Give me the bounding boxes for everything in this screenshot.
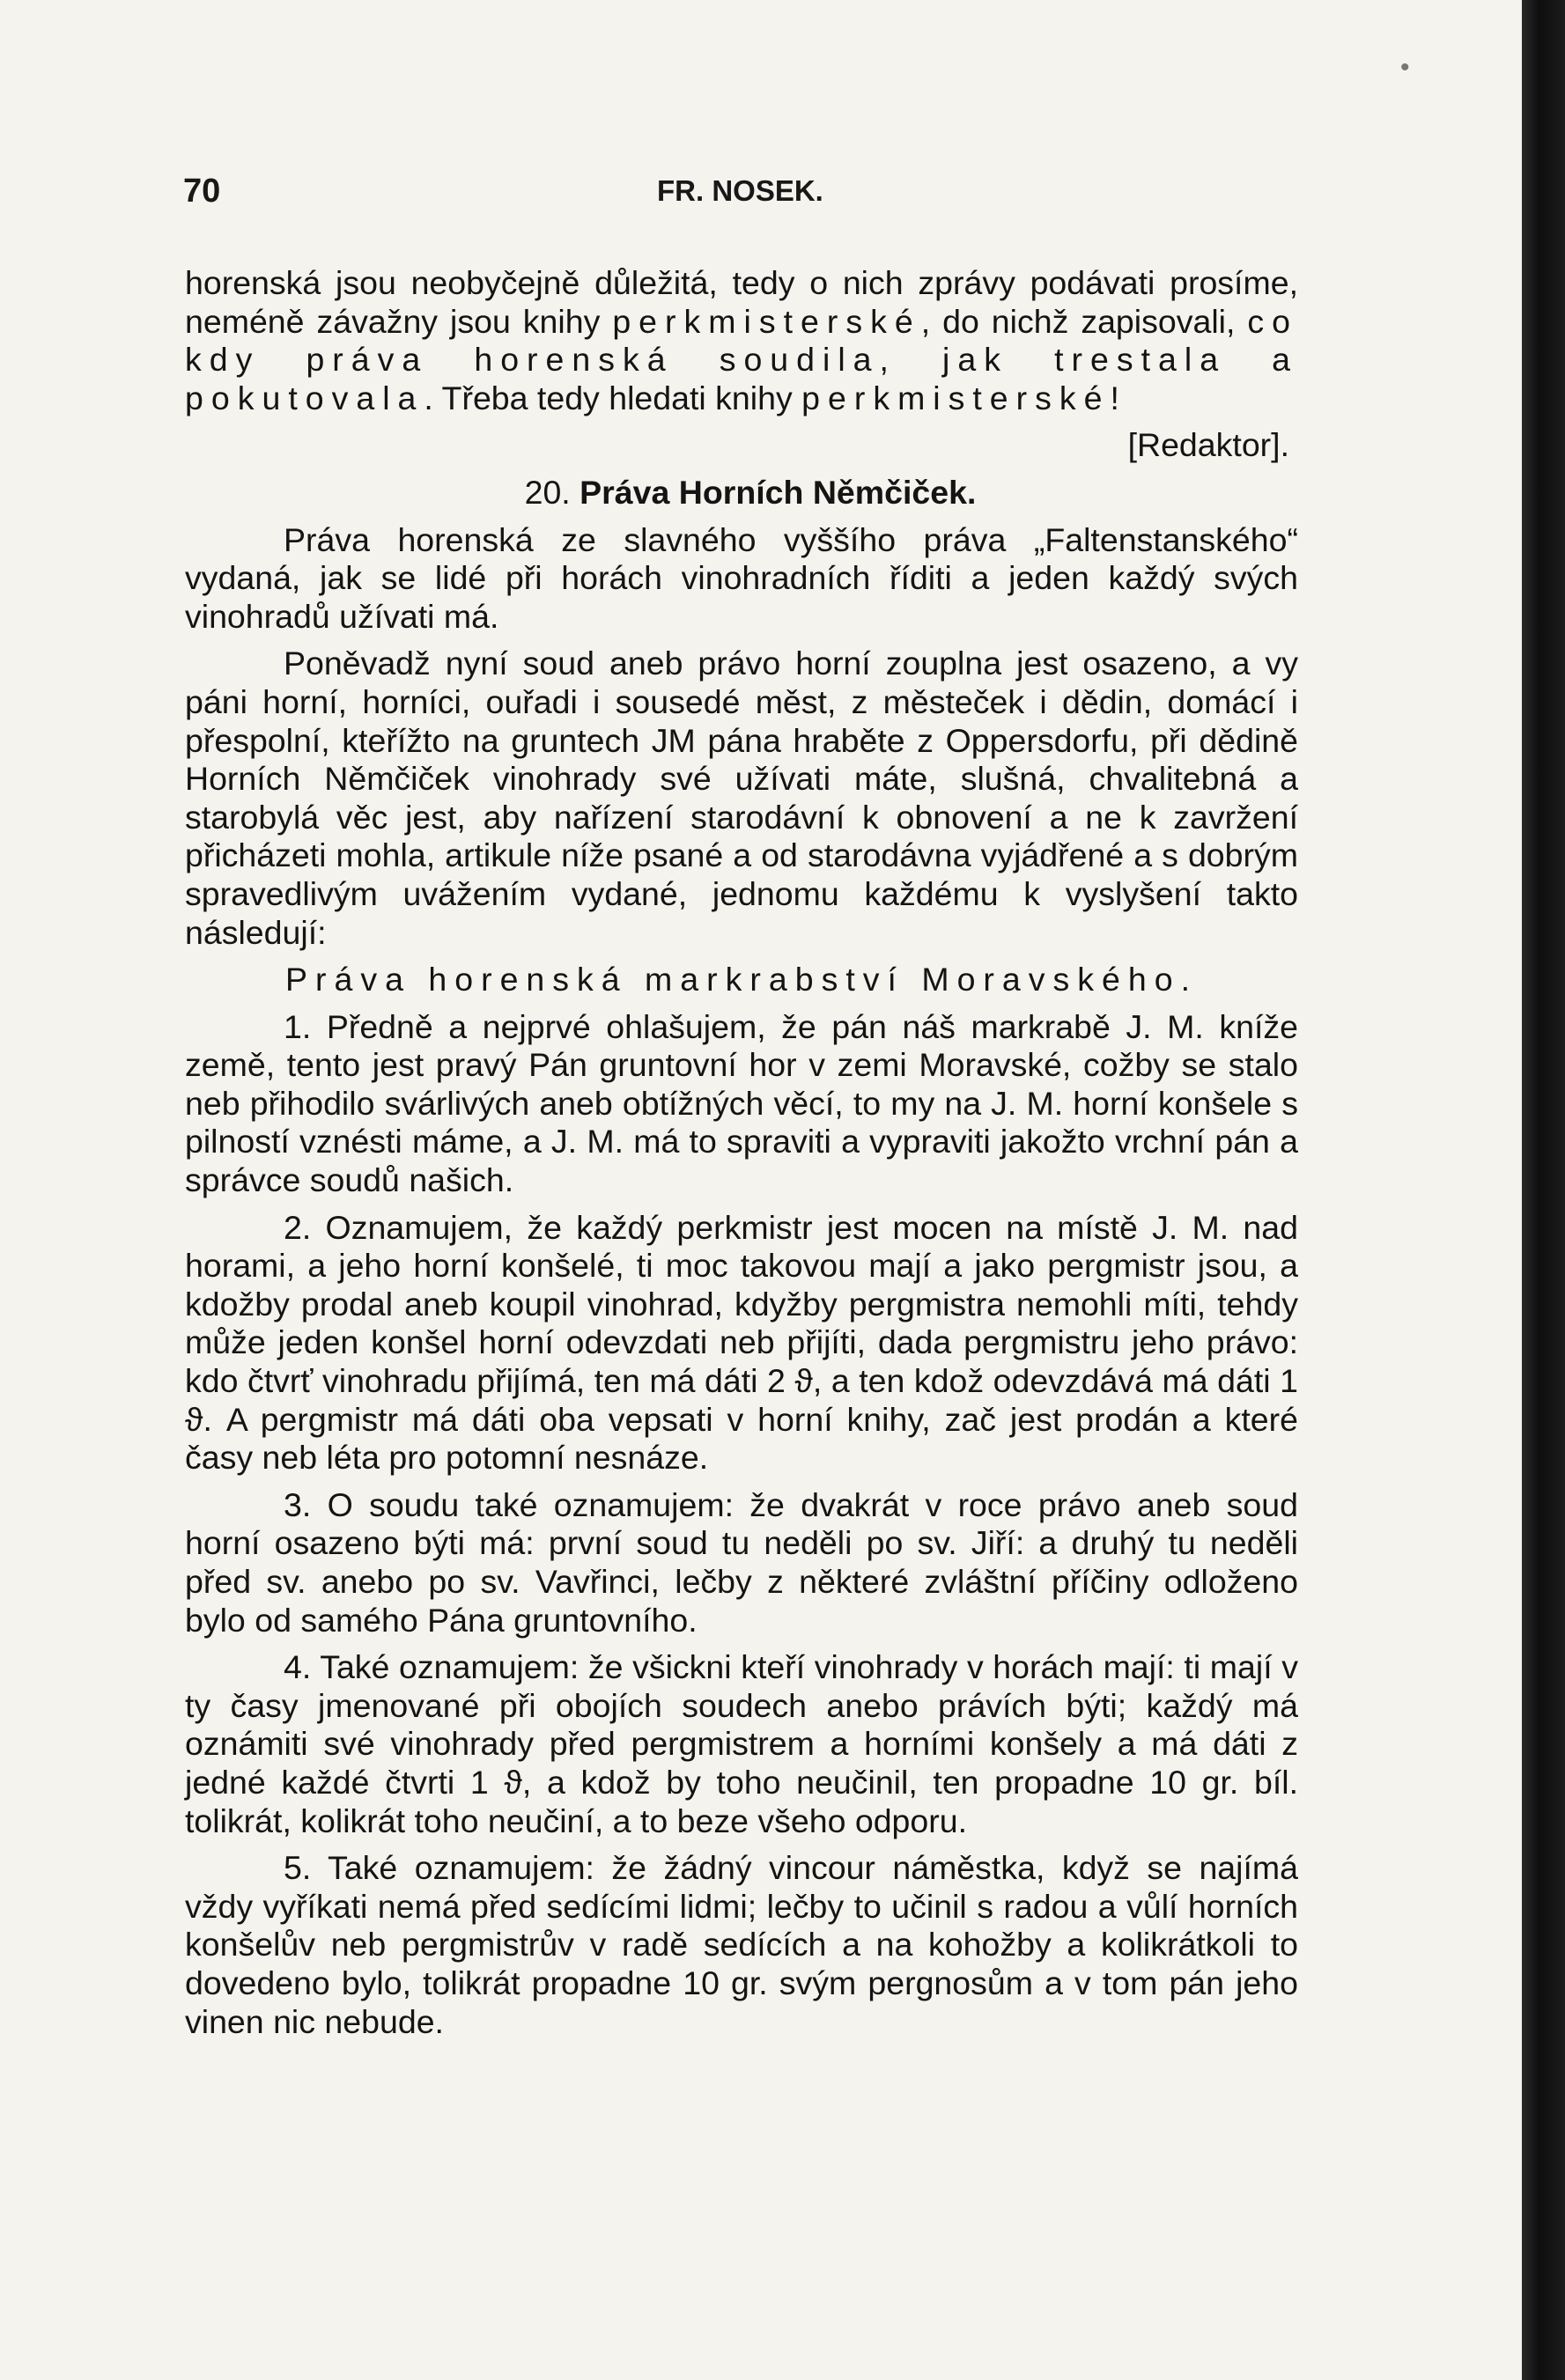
article-4: 4. Také oznamujem: že všickni kteří vinohrady v horách mají: ti mají v ty časy jmenované při obojích soudech anebo právích býti; každý má oznámiti své vinohrady před pergmistrem a horními konšely a má dáti z jedné každé čtvrti 1 ϑ, a kdož by toho neučinil, ten propadne 10 gr. bíl. tolikrát, kolikrát toho neučiní, a to beze všeho odporu. [185, 1648, 1298, 1839]
article-5: 5. Také oznamujem: že žádný vincour náměstka, když se najímá vždy vyříkati nemá před sedícími lidmi; lečby to učinil s radou a vůlí horních konšelův neb pergmistrův v radě sedících a na kohožby a kolikrátkoli to dovedeno bylo, tolikrát propadne 10 gr. svým pergnosům a v tom pán jeho vinen nic nebude. [185, 1849, 1298, 2040]
intro-text-1: horenská jsou neobyčejně důležitá, tedy o nich zprávy podávati prosíme, neméně závažny jsou knihy [185, 264, 1298, 340]
running-head: FR. NOSEK. [657, 174, 823, 207]
article-1: 1. Předně a nejprvé ohlašujem, že pán náš markrabě J. M. kníže země, tento jest pravý Pán gruntovní hor v zemi Moravské, cožby se stalo neb přihodilo svárlivých aneb obtížných věcí, to my na J. M. horní konšele s pilností vznésti máme, a J. M. má to spraviti a vypraviti jakožto vrchní pán a správce soudů našich. [185, 1007, 1298, 1199]
section-number: 20. [524, 473, 571, 511]
page-number: 70 [183, 173, 221, 210]
intro-spaced-3: perkmisterské [801, 379, 1111, 416]
article-2: 2. Oznamujem, že každý perkmistr jest mocen na místě J. M. nad horami, a jeho horní konšelé, ti moc takovou mají a jako pergmistr jsou, a kdožby prodal aneb koupil vinohrad, kdyžby pergmistra nemohli míti, tehdy může jeden konšel horní odevzdati neb přijíti, dada pergmistru jeho právo: kdo čtvrť vinohradu přijímá, ten má dáti 2 ϑ, a ten kdož odevzdává má dáti 1 ϑ. A pergmistr má dáti oba vepsati v horní knihy, zač jest prodán a které časy neb léta pro potomní nesnáze. [185, 1208, 1298, 1477]
editor-signature: [Redaktor]. [1127, 426, 1289, 464]
section-title: Práva Horních Němčiček. [579, 473, 977, 511]
intro-spaced-1: perkmisterské [612, 302, 921, 340]
scan-edge [1522, 0, 1565, 2380]
paragraph-intro: Poněvadž nyní soud aneb právo horní zouplna jest osazeno, a vy páni horní, horníci, ouřadi i sousedé měst, z městeček i dědin, domácí i přespolní, kteřížto na gruntech JM pána hraběte z Oppersdorfu, při dědině Horních Němčiček vinohrady své užívati máte, slušná, chvalitebná a starobylá věc jest, aby nařízení starodávní k obnovení a ne k zavržení přicházeti mohla, artikule níže psané a od starodávna vyjádřené a s dobrým spravedlivým uvážením vydané, jednomu každému k vyslyšení takto následují: [185, 645, 1298, 951]
body-text [185, 264, 1298, 2050]
page-header [0, 164, 1522, 217]
article-3: 3. O soudu také oznamujem: že dvakrát v roce právo aneb soud horní osazeno býti má: první soud tu neděli po sv. Jiří: a druhý tu neděli před sv. anebo po sv. Vavřinci, lečby z některé zvláštní příčiny odloženo bylo od samého Pána gruntovního. [185, 1485, 1298, 1639]
scan-speck: • [1400, 53, 1410, 82]
intro-paragraph [185, 264, 1298, 417]
intro-spaced-2: co kdy práva horenská soudila, jak trestala a pokutovala [185, 302, 1298, 416]
subheading: Práva horenská markrabství Moravského. [284, 961, 1199, 998]
section-heading [185, 474, 1298, 512]
intro-text-3: . Třeba tedy hledati knihy [424, 379, 802, 416]
intro-text-2: , do nichž zapisovali, [920, 302, 1248, 340]
intro-text-4: ! [1110, 379, 1119, 416]
paragraph-preamble: Práva horenská ze slavného vyššího práva „Faltenstanského“ vydaná, jak se lidé při horách vinohradních říditi a jeden každý svých vinohradů užívati má. [185, 520, 1298, 635]
